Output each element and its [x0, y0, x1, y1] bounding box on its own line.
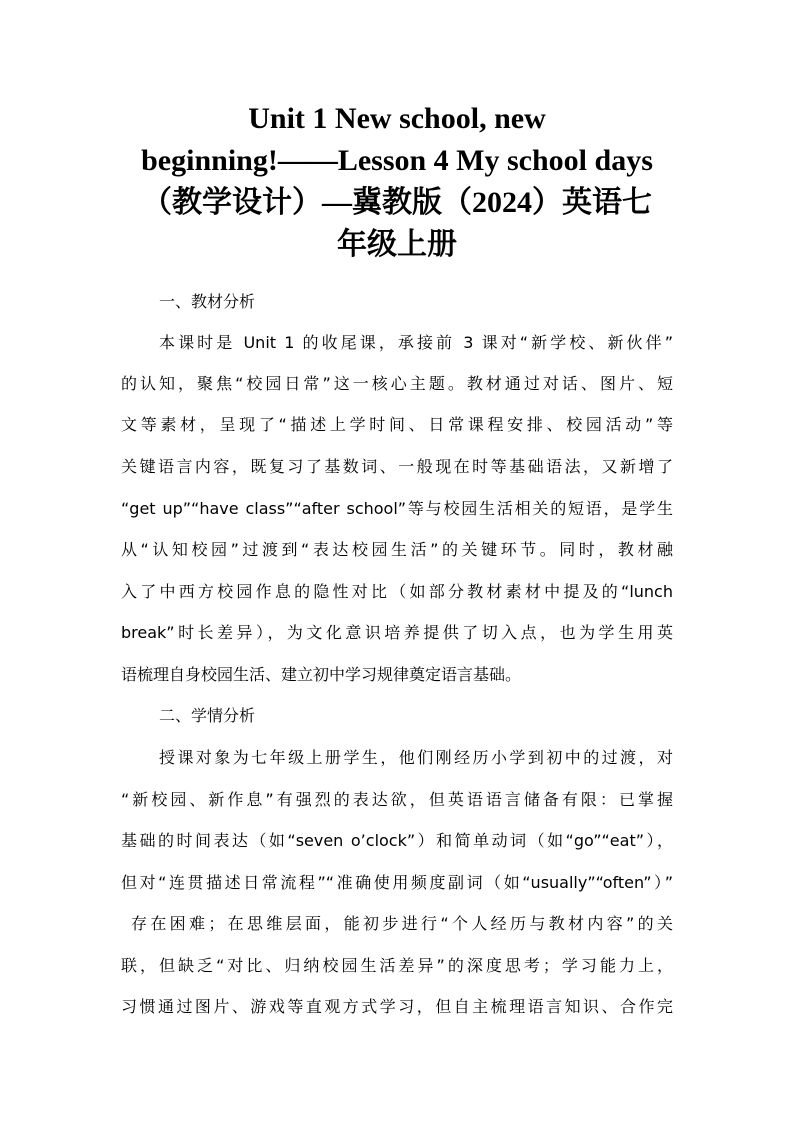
- document-title-line-3: （教学设计）—冀教版（2024）英语七: [142, 186, 652, 219]
- document-title-line-1: Unit 1 New school, new: [248, 102, 546, 135]
- document-title-line-2: beginning!——Lesson 4 My school days: [141, 144, 653, 177]
- paragraph-line: 语梳理自身校园生活、建立初中学习规律奠定语言基础。: [121, 665, 522, 684]
- paragraph-line: 关键语言内容，既复习了基数词、一般现在时等基础语法，又新增了: [121, 457, 673, 476]
- paragraph-line: 从“认知校园”过渡到“表达校园生活”的关键环节。同时，教材融: [121, 540, 673, 559]
- section-heading-learner-analysis: 二、学情分析: [159, 706, 256, 725]
- paragraph-line: 入了中西方校园作息的隐性对比（如部分教材素材中提及的“lunch: [121, 582, 673, 601]
- paragraph-line: 联，但缺乏“对比、归纳校园生活差异”的深度思考；学习能力上，: [121, 956, 673, 975]
- paragraph-line: 授课对象为七年级上册学生，他们刚经历小学到初中的过渡，对: [159, 748, 673, 767]
- paragraph-line: break”时长差异），为文化意识培养提供了切入点，也为学生用英: [121, 623, 673, 642]
- paragraph-line: 但对“连贯描述日常流程”“准确使用频度副词（如“usually”“often”）”: [121, 873, 673, 892]
- paragraph-line: 习惯通过图片、游戏等直观方式学习，但自主梳理语言知识、合作完: [121, 997, 673, 1016]
- paragraph-line: “新校园、新作息”有强烈的表达欲，但英语语言储备有限：已掌握: [121, 790, 673, 809]
- paragraph-line: 本课时是 Unit 1 的收尾课，承接前 3 课对“新学校、新伙伴”: [159, 333, 673, 352]
- section-heading-textbook-analysis: 一、教材分析: [159, 292, 256, 311]
- paragraph-line: 的认知，聚焦“校园日常”这一核心主题。教材通过对话、图片、短: [121, 374, 673, 393]
- paragraph-line: “get up”“have class”“after school”等与校园生活相关的短语，是学生: [121, 499, 673, 518]
- paragraph-line: 存在困难；在思维层面，能初步进行“个人经历与教材内容”的关: [131, 914, 673, 933]
- paragraph-line: 文等素材，呈现了“描述上学时间、日常课程安排、校园活动”等: [121, 415, 673, 434]
- document-title-line-4: 年级上册: [337, 228, 457, 261]
- paragraph-line: 基础的时间表达（如“seven o’clock”）和简单动词（如“go”“eat”），: [121, 831, 673, 850]
